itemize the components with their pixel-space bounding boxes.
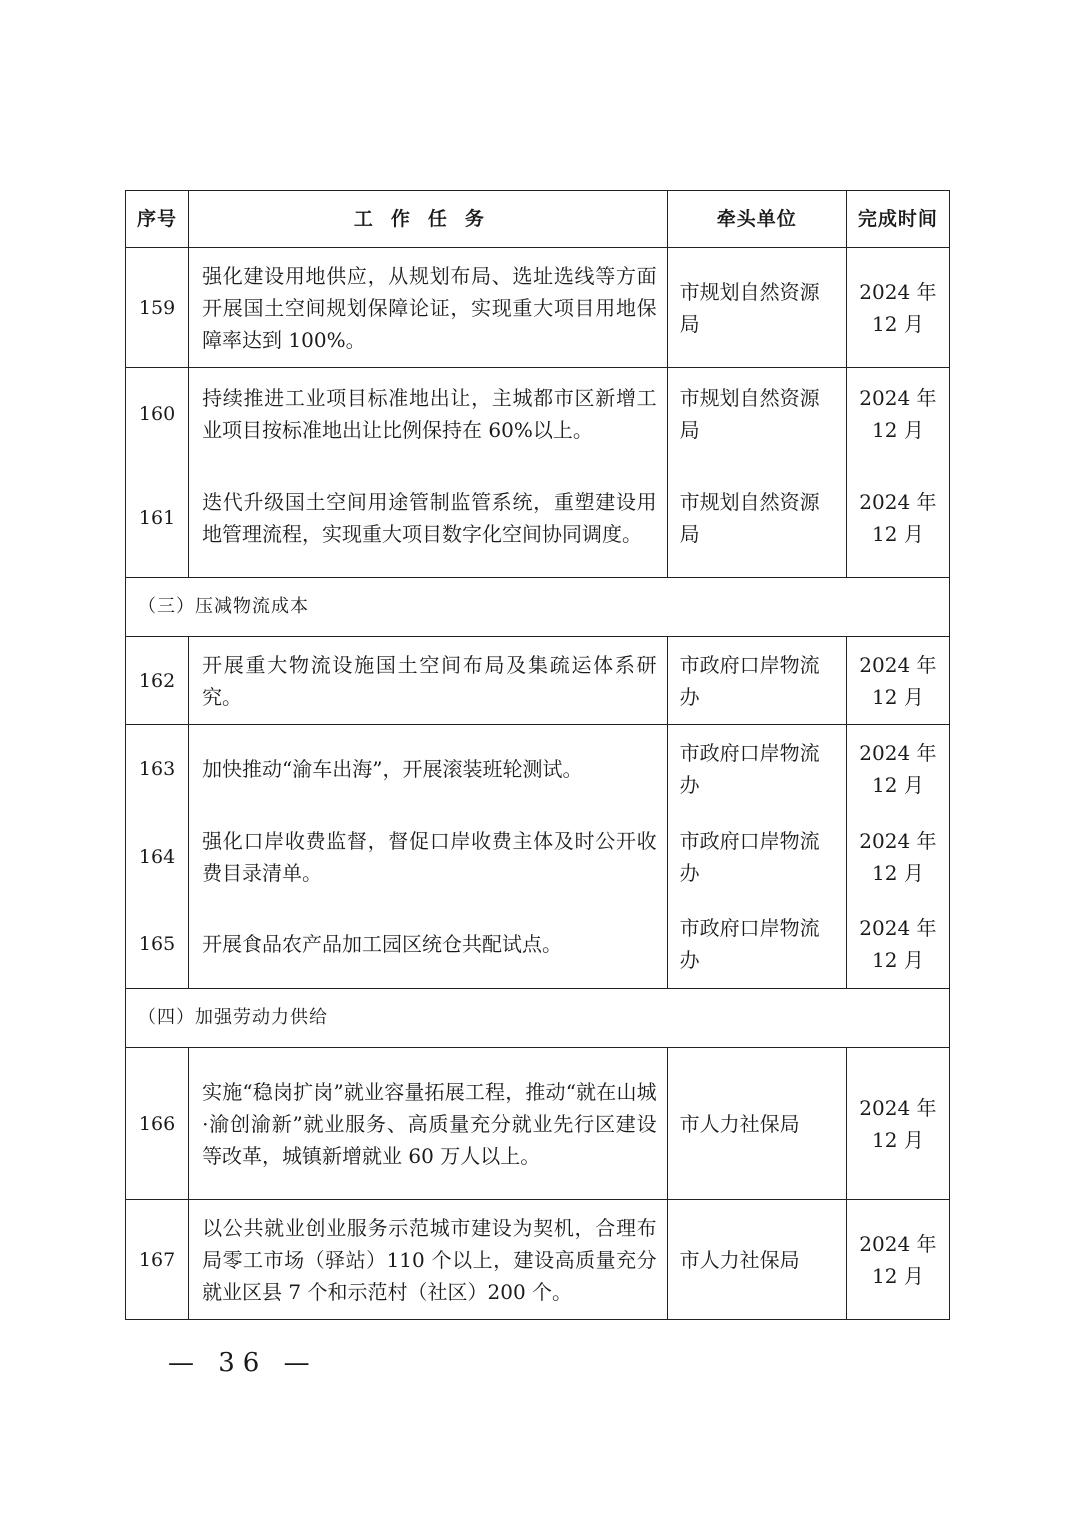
row-unit: 市人力社保局 (667, 1200, 846, 1320)
row-num: 160 (126, 368, 189, 460)
table-row (126, 637, 950, 725)
header-num: 序号 (126, 191, 189, 248)
row-time: 2024 年 12 月 (846, 637, 949, 725)
table-row (126, 460, 950, 578)
row-time: 2024 年 12 月 (846, 813, 949, 901)
row-time: 2024 年 12 月 (846, 460, 949, 578)
row-unit: 市政府口岸物流办 (667, 901, 846, 989)
row-time: 2024 年 12 月 (846, 1048, 949, 1200)
table-header-row (126, 191, 950, 248)
table-row (126, 1048, 950, 1200)
section-row (126, 578, 950, 637)
row-time: 2024 年 12 月 (846, 725, 949, 813)
row-num: 161 (126, 460, 189, 578)
section-heading: （四）加强劳动力供给 (126, 989, 950, 1048)
row-num: 163 (126, 725, 189, 813)
section-heading: （三）压减物流成本 (126, 578, 950, 637)
header-time: 完成时间 (846, 191, 949, 248)
table-row (126, 1200, 950, 1320)
row-unit: 市政府口岸物流办 (667, 813, 846, 901)
table-row (126, 813, 950, 901)
row-time: 2024 年 12 月 (846, 248, 949, 368)
table-row (126, 248, 950, 368)
row-time: 2024 年 12 月 (846, 901, 949, 989)
table-row (126, 901, 950, 989)
header-unit: 牵头单位 (667, 191, 846, 248)
row-unit: 市政府口岸物流办 (667, 637, 846, 725)
section-row (126, 989, 950, 1048)
row-task: 实施“稳岗扩岗”就业容量拓展工程，推动“就在山城·渝创渝新”就业服务、高质量充分就业先行区建设等改革，城镇新增就业 60 万人以上。 (189, 1048, 668, 1200)
row-num: 167 (126, 1200, 189, 1320)
header-task: 工作任务 (189, 191, 668, 248)
row-unit: 市规划自然资源局 (667, 368, 846, 460)
row-unit: 市政府口岸物流办 (667, 725, 846, 813)
row-time: 2024 年 12 月 (846, 368, 949, 460)
row-task: 强化口岸收费监督，督促口岸收费主体及时公开收费目录清单。 (189, 813, 668, 901)
row-num: 166 (126, 1048, 189, 1200)
page-number: — 36 — (168, 1348, 318, 1378)
row-task: 迭代升级国土空间用途管制监管系统，重塑建设用地管理流程，实现重大项目数字化空间协同调度。 (189, 460, 668, 578)
table-row (126, 725, 950, 813)
row-unit: 市规划自然资源局 (667, 460, 846, 578)
table-row (126, 368, 950, 460)
row-time: 2024 年 12 月 (846, 1200, 949, 1320)
row-num: 159 (126, 248, 189, 368)
row-task: 开展重大物流设施国土空间布局及集疏运体系研究。 (189, 637, 668, 725)
row-task: 强化建设用地供应，从规划布局、选址选线等方面开展国土空间规划保障论证，实现重大项目用地保障率达到 100%。 (189, 248, 668, 368)
row-task: 以公共就业创业服务示范城市建设为契机，合理布局零工市场（驿站）110 个以上，建设高质量充分就业区县 7 个和示范村（社区）200 个。 (189, 1200, 668, 1320)
row-num: 162 (126, 637, 189, 725)
row-task: 持续推进工业项目标准地出让，主城都市区新增工业项目按标准地出让比例保持在 60%以上。 (189, 368, 668, 460)
row-unit: 市人力社保局 (667, 1048, 846, 1200)
row-task: 开展食品农产品加工园区统仓共配试点。 (189, 901, 668, 989)
row-num: 165 (126, 901, 189, 989)
row-num: 164 (126, 813, 189, 901)
task-table (125, 190, 950, 1320)
row-unit: 市规划自然资源局 (667, 248, 846, 368)
row-task: 加快推动“渝车出海”，开展滚装班轮测试。 (189, 725, 668, 813)
